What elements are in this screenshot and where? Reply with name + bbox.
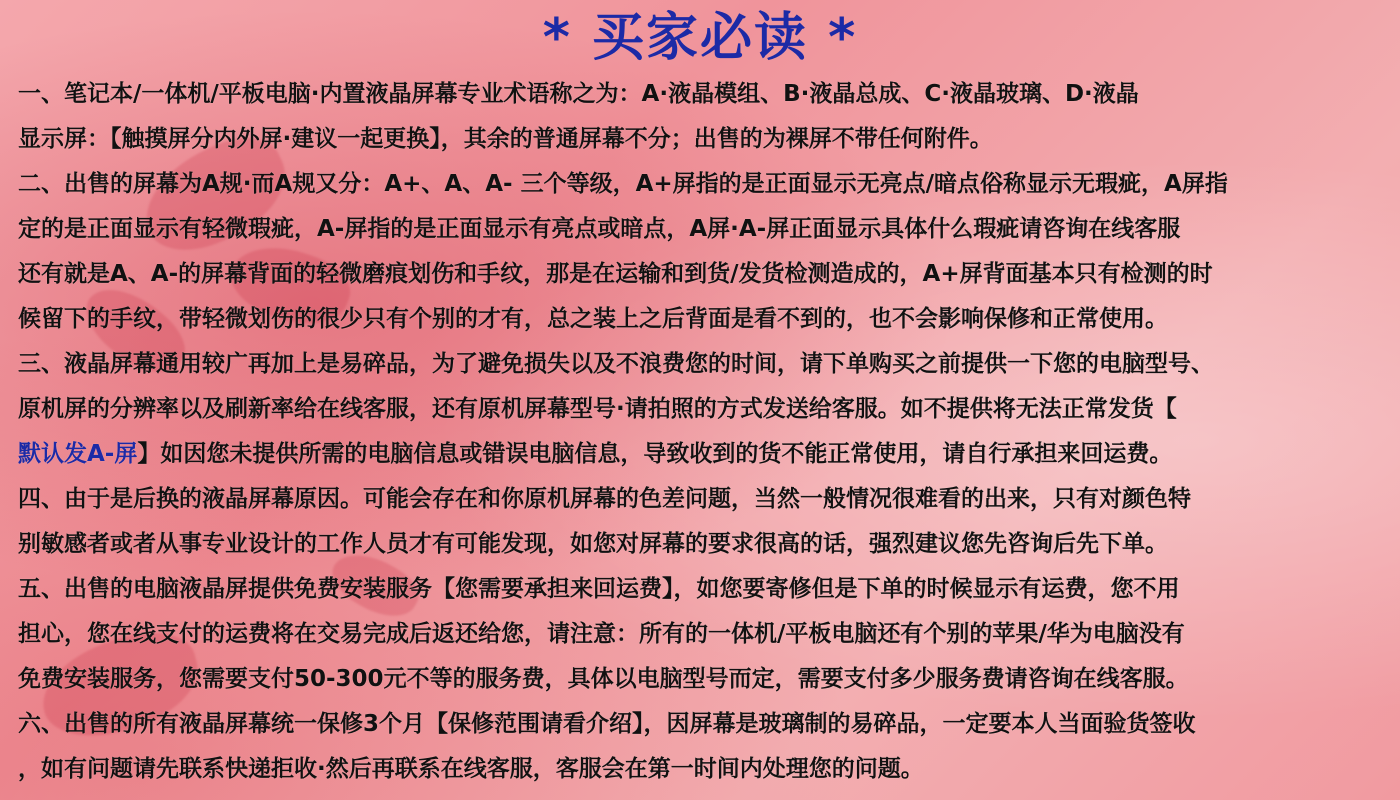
buyer-notice-body [18,72,1386,792]
notice-line: 原机屏的分辨率以及刷新率给在线客服，还有原机屏幕型号·请拍照的方式发送给客服。如不提供将无法正常发货【 [18,396,1177,422]
notice-line: 免费安装服务，您需要支付50-300元不等的服务费，具体以电脑型号而定，需要支付多少服务费请咨询在线客服。 [18,666,1189,692]
notice-line: 定的是正面显示有轻微瑕疵，A-屏指的是正面显示有亮点或暗点，A屏·A-屏正面显示具体什么瑕疵请咨询在线客服 [18,216,1181,242]
notice-line: 五、出售的电脑液晶屏提供免费安装服务【您需要承担来回运费】，如您要寄修但是下单的时候显示有运费，您不用 [18,576,1180,602]
notice-line: 担心，您在线支付的运费将在交易完成后返还给您，请注意：所有的一体机/平板电脑还有个别的苹果/华为电脑没有 [18,621,1185,647]
notice-line: 二、出售的屏幕为A规·而A规又分：A+、A、A- 三个等级，A+屏指的是正面显示无亮点/暗点俗称显示无瑕疵，A屏指 [18,171,1228,197]
default-a-minus-highlight: 默认发A-屏 [18,441,138,467]
notice-line: ，如有问题请先联系快递拒收·然后再联系在线客服，客服会在第一时间内处理您的问题。 [18,756,924,782]
notice-line: 还有就是A、A-的屏幕背面的轻微磨痕划伤和手纹，那是在运输和到货/发货检测造成的，A+屏背面基本只有检测的时 [18,261,1213,287]
notice-line-rest: 】如因您未提供所需的电脑信息或错误电脑信息，导致收到的货不能正常使用，请自行承担来回运费。 [137,441,1173,467]
notice-line: 四、由于是后换的液晶屏幕原因。可能会存在和你原机屏幕的色差问题，当然一般情况很难看的出来，只有对颜色特 [18,486,1191,512]
notice-line: 候留下的手纹，带轻微划伤的很少只有个别的才有，总之装上之后背面是看不到的，也不会影响保修和正常使用。 [18,306,1168,332]
page-title: * 买家必读 * [542,8,858,68]
notice-line: 三、液晶屏幕通用较广再加上是易碎品，为了避免损失以及不浪费您的时间，请下单购买之前提供一下您的电脑型号、 [18,351,1214,377]
notice-line: 六、出售的所有液晶屏幕统一保修3个月【保修范围请看介绍】，因屏幕是玻璃制的易碎品，一定要本人当面验货签收 [18,711,1196,737]
notice-line: 显示屏：【触摸屏分内外屏·建议一起更换】，其余的普通屏幕不分；出售的为裸屏不带任何附件。 [18,126,993,152]
notice-line: 别敏感者或者从事专业设计的工作人员才有可能发现，如您对屏幕的要求很高的话，强烈建议您先咨询后先下单。 [18,531,1168,557]
notice-line-default-shipping [18,432,1386,477]
notice-line: 一、笔记本/一体机/平板电脑·内置液晶屏幕专业术语称之为：A·液晶模组、B·液晶总成、C·液晶玻璃、D·液晶 [18,81,1139,107]
